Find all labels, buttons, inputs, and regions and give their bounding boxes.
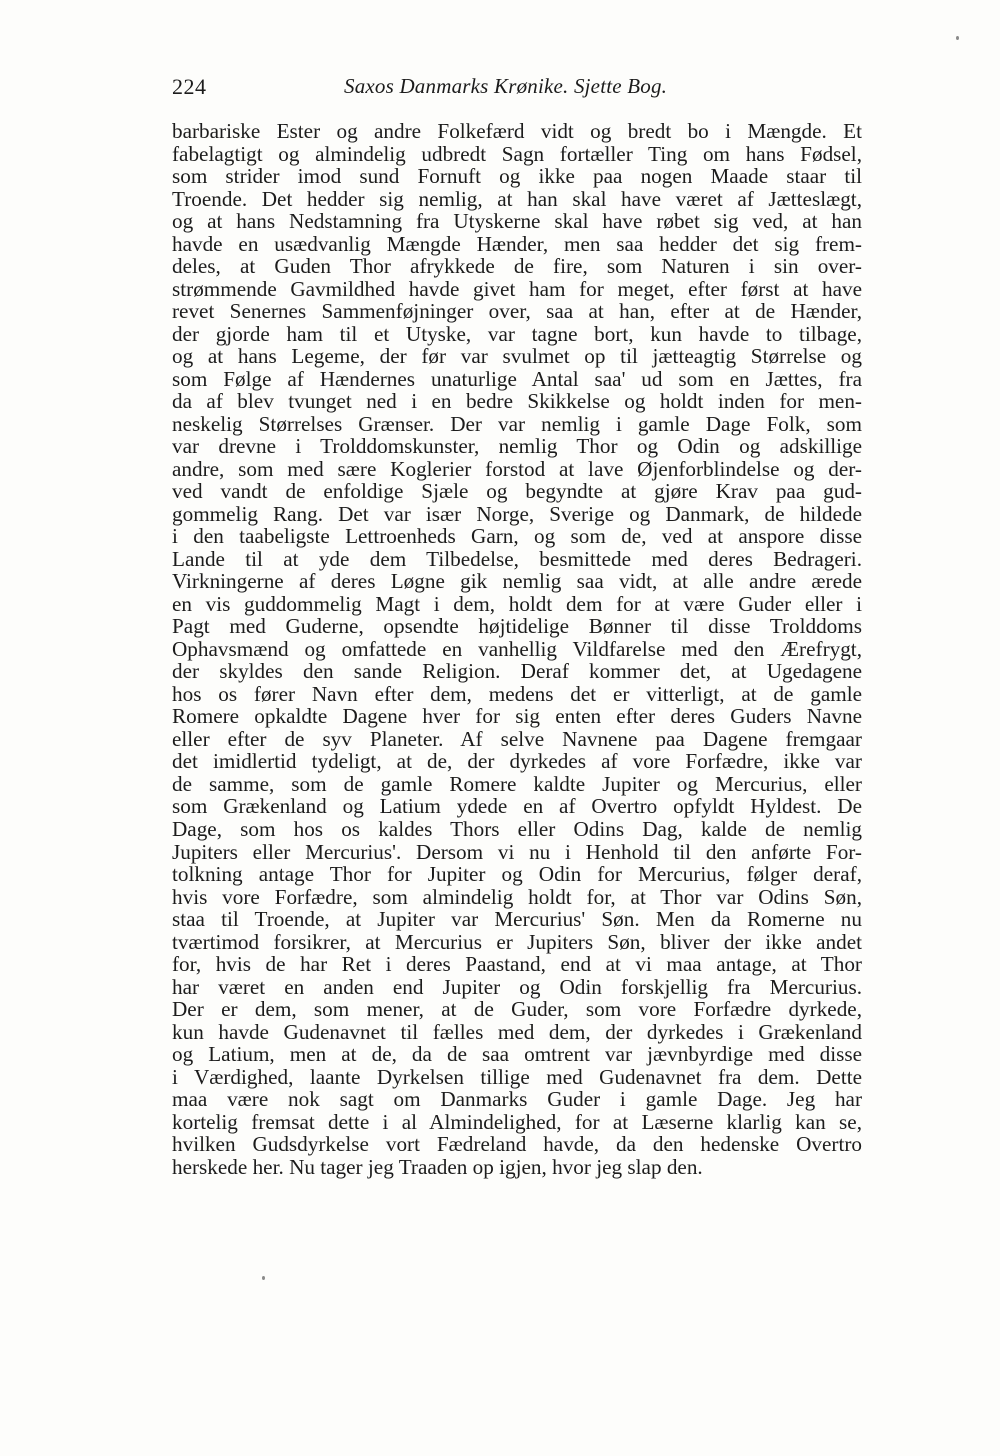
page-number: 224 (172, 74, 207, 99)
text-line: Troende. Det hedder sig nemlig, at han skal have været af Jætteslægt, (172, 186, 862, 211)
text-line: hos os fører Navn efter dem, medens det er vitterligt, at de gamle (172, 681, 862, 706)
text-line: herskede her. Nu tager jeg Traaden op igjen, hvor jeg slap den. (172, 1154, 703, 1179)
text-line: Der er dem, som mener, at de Guder, som vore Forfædre dyrkede, (172, 997, 862, 1022)
text-line: eller efter de syv Planeter. Af selve Navnene paa Dagene fremgaar (172, 726, 862, 751)
text-line: da af blev tvunget ned i en bedre Skikkelse og holdt inden for men- (172, 389, 862, 414)
text-line: som Grækenland og Latium ydede en af Overtro opfyldt Hyldest. De (172, 794, 862, 819)
running-title: Saxos Danmarks Krønike. Sjette Bog. (344, 74, 668, 98)
text-line: revet Senernes Sammenføjninger over, saa at han, efter at de Hænder, (172, 299, 862, 324)
text-line: andre, som med sære Koglerier forstod at lave Øjenforblindelse og der- (172, 456, 862, 481)
text-line: der gjorde ham til et Utyske, var tagne bort, kun havde to tilbage, (172, 321, 862, 346)
text-line: som Følge af Hændernes unaturlige Antal saa' ud som en Jættes, fra (172, 366, 862, 391)
text-line: Romere opkaldte Dagene hver for sig enten efter deres Guders Navne (172, 704, 862, 729)
text-line: tværtimod forsikrer, at Mercurius er Jupiters Søn, bliver der ikke andet (172, 929, 862, 954)
text-line: tolkning antage Thor for Jupiter og Odin for Mercurius, følger deraf, (172, 862, 862, 887)
text-line: Dage, som hos os kaldes Thors eller Odins Dag, kalde de nemlig (172, 816, 862, 841)
text-line: som strider imod sund Fornuft og ikke paa nogen Maade staar til (172, 164, 862, 189)
text-line: hvis vore Forfædre, som almindelig holdt for, at Thor var Odins Søn, (172, 884, 862, 909)
text-line: Ophavsmænd og omfattede en vanhellig Vildfarelse med den Ærefrygt, (172, 636, 862, 661)
text-line: det imidlertid tydeligt, at de, der dyrkedes af vore Forfædre, ikke var (172, 749, 862, 774)
text-line: havde en usædvanlig Mængde Hænder, men saa hedder det sig frem- (172, 231, 862, 256)
text-line: kun havde Gudenavnet til fælles med dem, der dyrkedes i Grækenland (172, 1019, 862, 1044)
text-line: barbariske Ester og andre Folkefærd vidt og bredt bo i Mængde. Et (172, 119, 862, 143)
text-line: en vis guddommelig Magt i dem, holdt dem for at være Guder eller i (172, 591, 862, 616)
body-text (172, 120, 862, 1178)
text-line: der skyldes den sande Religion. Deraf kommer det, at Ugedagene (172, 659, 862, 684)
text-line: fabelagtigt og almindelig udbredt Sagn fortæller Ting om hans Fødsel, (172, 141, 862, 166)
text-line: maa være nok sagt om Danmarks Guder i gamle Dage. Jeg har (172, 1087, 862, 1112)
text-line: var drevne i Trolddomskunster, nemlig Thor og Odin og adskillige (172, 434, 862, 459)
text-line: Virkningerne af deres Løgne gik nemlig saa vidt, at alle andre ærede (172, 569, 862, 594)
text-line: og Latium, men at de, da de saa omtrent var jævnbyrdige med disse (172, 1042, 862, 1067)
text-line: for, hvis de har Ret i deres Paastand, end at vi maa antage, at Thor (172, 952, 862, 977)
text-line: Jupiters eller Mercurius'. Dersom vi nu i Henhold til den anførte For- (172, 839, 862, 864)
text-line: og at hans Nedstamning fra Utyskerne skal have røbet sig ved, at han (172, 209, 862, 234)
paper-speck (956, 36, 959, 40)
text-line: gommelig Rang. Det var især Norge, Sverige og Danmark, de hildede (172, 501, 862, 526)
text-line: de samme, som de gamle Romere kaldte Jupiter og Mercurius, eller (172, 771, 862, 796)
text-line: har været en anden end Jupiter og Odin forskjellig fra Mercurius. (172, 974, 862, 999)
page-header (172, 74, 864, 106)
paper-speck (262, 1276, 265, 1280)
text-line: i Værdighed, laante Dyrkelsen tillige med Gudenavnet fra dem. Dette (172, 1064, 862, 1089)
text-line: hvilken Gudsdyrkelse vort Fædreland havde, da den hedenske Overtro (172, 1132, 862, 1157)
text-line: staa til Troende, at Jupiter var Mercurius' Søn. Men da Romerne nu (172, 907, 862, 932)
text-line: kortelig fremsat dette i al Almindelighed, for at Læserne klarlig kan se, (172, 1109, 862, 1134)
text-line: neskelig Størrelses Grænser. Der var nemlig i gamle Dage Folk, som (172, 411, 862, 436)
text-line: deles, at Guden Thor afrykkede de fire, som Naturen i sin over- (172, 254, 862, 279)
text-line: i den taabeligste Lettroenheds Garn, og som de, ved at anspore disse (172, 524, 862, 549)
text-line: Pagt med Guderne, opsendte højtidelige Bønner til disse Trolddoms (172, 614, 862, 639)
text-line: ved vandt de enfoldige Sjæle og begyndte at gjøre Krav paa gud- (172, 479, 862, 504)
text-line: og at hans Legeme, der før var svulmet op til jætteagtig Størrelse og (172, 344, 862, 369)
text-line: strømmende Gavmildhed havde givet ham for meget, efter først at have (172, 276, 862, 301)
text-line: Lande til at yde dem Tilbedelse, besmittede med deres Bedrageri. (172, 546, 862, 571)
